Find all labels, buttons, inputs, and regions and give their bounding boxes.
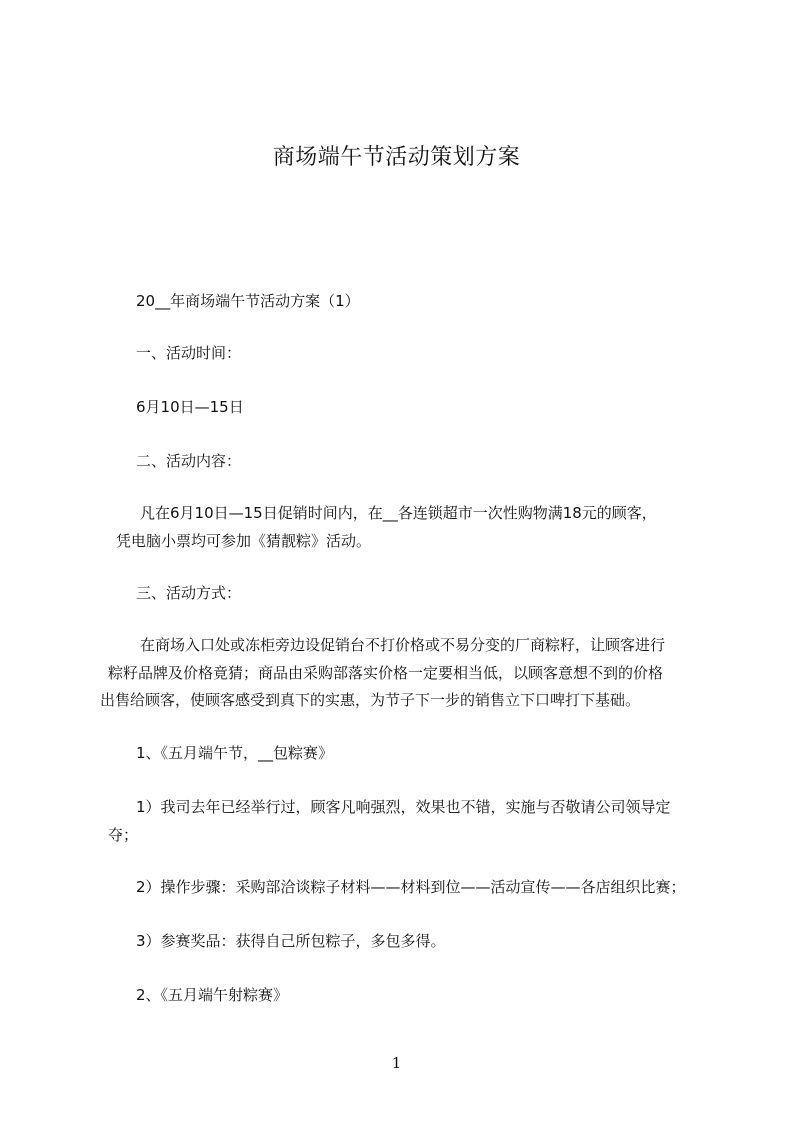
item1-paragraph-1 (108, 794, 708, 849)
paragraph-line: 凭电脑小票均可参加《猜靓粽》活动。 (116, 531, 372, 550)
paragraph-line: 1）我司去年已经举行过，顾客凡响强烈，效果也不错，实施与否敬请公司领导定 (136, 798, 671, 816)
paragraph-line: 出售给顾客，使顾客感受到真下的实惠，为节子下一步的销售立下口啤打下基础。 (100, 691, 641, 709)
plan-subtitle: 20__年商场端午节活动方案（1） (136, 292, 360, 310)
content-paragraph (108, 500, 708, 555)
section-heading-method: 三、活动方式： (136, 584, 242, 602)
document-title: 商场端午节活动策划方案 (272, 145, 521, 170)
item-heading-shooting-contest: 2、《五月端午射粽赛》 (136, 986, 289, 1004)
activity-date: 6月10日—15日 (136, 398, 244, 416)
item1-paragraph-2: 2）操作步骤：采购部洽谈粽子材料——材料到位——活动宣传——各店组织比赛； (136, 878, 686, 896)
method-paragraph (100, 632, 700, 715)
section-heading-content: 二、活动内容： (136, 452, 242, 470)
paragraph-line: 夺； (108, 825, 139, 844)
page-number: 1 (391, 1054, 402, 1072)
paragraph-line: 凡在6月10日—15日促销时间内，在__各连锁超市一次性购物满18元的顾客， (140, 504, 657, 522)
paragraph-line: 在商场入口处或冻柜旁边设促销台不打价格或不易分变的厂商粽籽，让顾客进行 (140, 636, 666, 654)
paragraph-line: 粽籽品牌及价格竟猜；商品由采购部落实价格一定要相当低，以顾客意想不到的价格 (108, 663, 664, 682)
item1-paragraph-3: 3）参赛奖品：获得自己所包粽子，多包多得。 (136, 932, 446, 950)
item-heading-dumpling-contest: 1、《五月端午节，__包粽赛》 (136, 744, 334, 762)
section-heading-time: 一、活动时间： (136, 344, 242, 362)
